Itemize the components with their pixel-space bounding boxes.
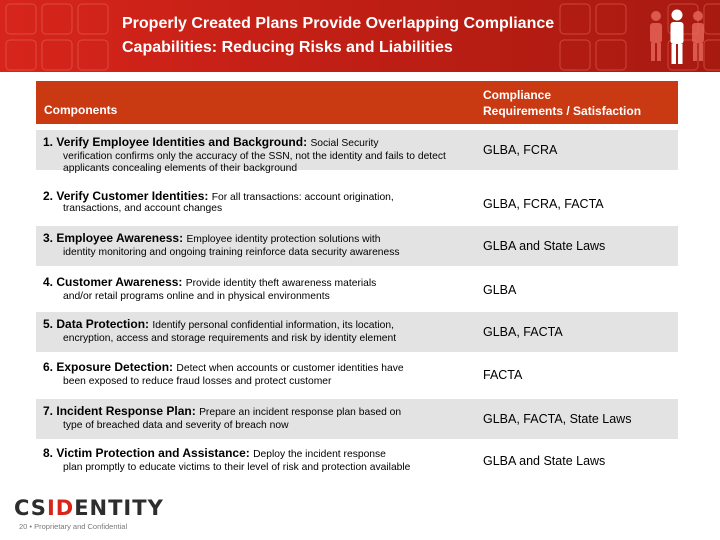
row-number: 4. [43,275,54,289]
row-description-continued: been exposed to reduce fraud losses and protect customer [63,376,332,387]
row-title: Verify Customer Identities: [56,189,209,203]
row-requirements: FACTA [483,368,523,382]
table-row [36,399,678,439]
row-requirements: GLBA, FACTA, State Laws [483,412,632,426]
row-description: Deploy the incident response [253,449,386,460]
row-heading [43,275,473,289]
person-figures-icon [636,6,720,68]
table-header [36,81,678,124]
row-title: Employee Awareness: [56,231,184,245]
row-requirements: GLBA [483,283,517,297]
row-description-continued: and/or retail programs online and in physical environments [63,291,330,302]
page-title [122,12,642,60]
table-row [36,184,678,224]
row-title: Victim Protection and Assistance: [56,446,250,460]
table-row [36,441,678,481]
row-number: 3. [43,231,54,245]
row-title: Incident Response Plan: [56,404,196,418]
column-header-components: Components [44,103,118,117]
row-description-continued: plan promptly to educate victims to their level of risk and protection available [63,462,411,473]
slide-header [0,0,720,72]
row-requirements: GLBA, FCRA, FACTA [483,197,604,211]
row-description: For all transactions: account origination, [211,192,394,203]
table-row [36,130,678,174]
row-number: 5. [43,317,54,331]
column-header-compliance [483,87,683,119]
row-description-continued: type of breached data and severity of breach now [63,420,289,431]
row-number: 7. [43,404,54,418]
row-description: Detect when accounts or customer identities have [176,363,404,374]
logo-part-cs: CS [14,496,47,520]
row-heading [43,231,473,245]
row-description: Identify personal confidential information, its location, [152,320,394,331]
row-description-continued: encryption, access and storage requirements and risk by identity element [63,333,397,344]
row-title: Customer Awareness: [56,275,183,289]
row-title: Data Protection: [56,317,150,331]
row-title: Verify Employee Identities and Background: [56,135,308,149]
column-header-compliance-line-2: Requirements / Satisfaction [483,104,642,118]
row-heading [43,446,473,460]
column-header-compliance-line-1: Compliance [483,88,552,102]
csidentity-logo [14,496,164,518]
footer-text: 20 • Proprietary and Confidential [19,522,128,531]
row-heading [43,404,473,418]
row-heading [43,189,473,203]
row-requirements: GLBA, FCRA [483,143,558,157]
row-number: 2. [43,189,54,203]
title-line-1: Properly Created Plans Provide Overlapping Compliance [122,15,555,32]
row-description: Provide identity theft awareness materials [185,278,377,289]
row-number: 6. [43,360,54,374]
row-heading [43,317,473,331]
logo-part-id: ID [46,496,75,520]
row-requirements: GLBA and State Laws [483,239,606,253]
row-heading [43,360,473,374]
row-description: Employee identity protection solutions with [186,234,381,245]
title-line-2: Capabilities: Reducing Risks and Liabilities [122,39,453,56]
row-description: Social Security [310,138,379,149]
row-description-continued: identity monitoring and ongoing training reinforce data security awareness [63,247,400,258]
row-heading [43,135,473,149]
table-row [36,270,678,310]
table-row [36,226,678,266]
row-number: 1. [43,135,54,149]
row-requirements: GLBA, FACTA [483,325,563,339]
row-number: 8. [43,446,54,460]
row-title: Exposure Detection: [56,360,174,374]
table-row [36,312,678,352]
table-row [36,355,678,395]
row-description-continued: verification confirms only the accuracy of the SSN, not the identity and fails to detect applicants concealing elements of their background [63,151,446,174]
row-description: Prepare an incident response plan based on [199,407,402,418]
row-requirements: GLBA and State Laws [483,454,606,468]
row-description-continued: transactions, and account changes [63,203,223,214]
logo-part-entity: ENTITY [74,496,164,520]
